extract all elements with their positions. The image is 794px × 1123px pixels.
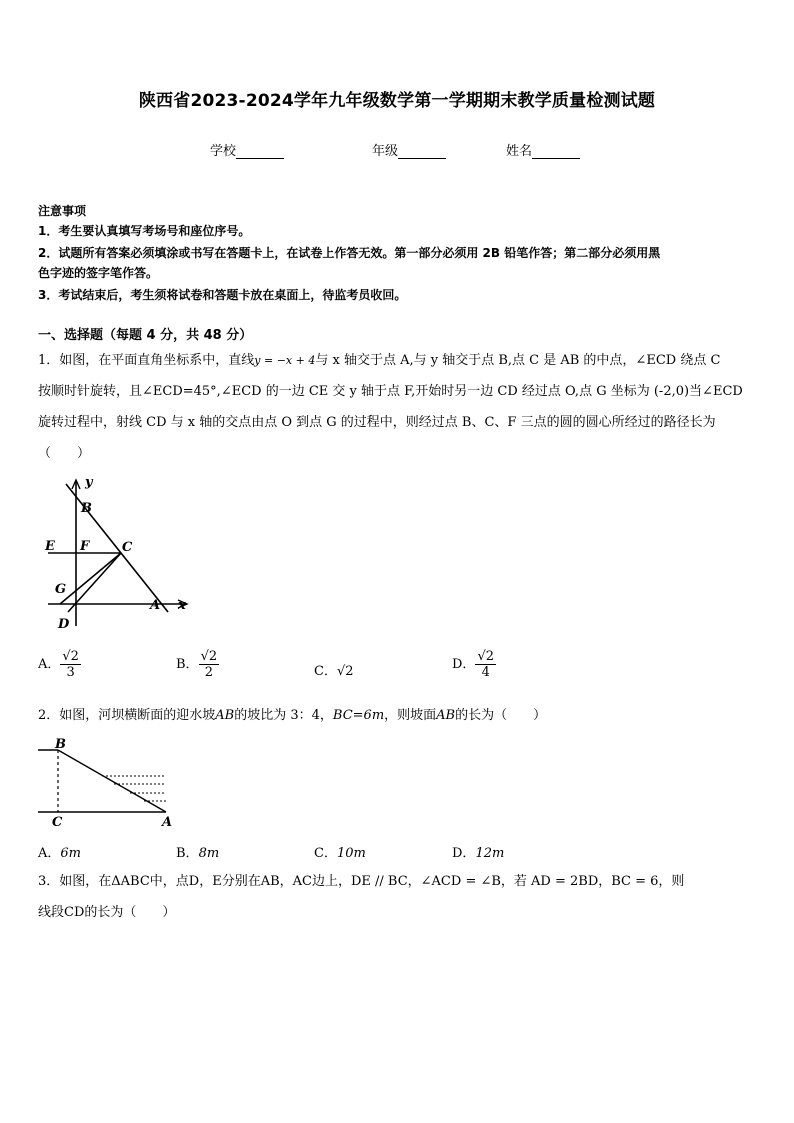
option-letter: C． bbox=[314, 846, 337, 861]
q3-line1: 3．如图，在ΔABC中，点D，E分别在AB，AC边上，DE // BC，∠ACD = ∠B，若 AD = 2BD，BC = 6，则 bbox=[38, 874, 685, 889]
option-letter: D． bbox=[452, 846, 476, 861]
school-label: 学校 bbox=[210, 144, 237, 159]
q3-line2: 线段CD的长为（ ） bbox=[38, 905, 176, 920]
label-d: D bbox=[58, 617, 70, 632]
grade-label: 年级 bbox=[372, 144, 399, 159]
fraction-denominator: 4 bbox=[481, 665, 490, 680]
q1-option-a[interactable] bbox=[38, 649, 81, 680]
q1-text: 与 x 轴交于点 A,与 y 轴交于点 B,点 C 是 AB 的中点，∠ECD 绕点 C bbox=[315, 353, 721, 368]
q1-option-d[interactable] bbox=[452, 649, 496, 680]
q1-line3: 旋转过程中，射线 CD 与 x 轴的交点由点 O 到点 G 的过程中，则经过点 B、C、F 三点的圆的圆心所经过的路径长为 bbox=[38, 415, 716, 430]
label-a: A bbox=[162, 815, 173, 830]
slope-ab bbox=[58, 750, 166, 812]
note-item: 2．试题所有答案必须填涂或书写在答题卡上，在试卷上作答无效。第一部分必须用 2B 铅笔作答；第二部分必须用黑 bbox=[38, 246, 661, 260]
school-field bbox=[210, 140, 284, 159]
school-blank[interactable] bbox=[236, 145, 284, 159]
option-letter: B． bbox=[176, 657, 199, 672]
label-a: A bbox=[150, 598, 161, 613]
q2-text bbox=[38, 706, 546, 726]
fraction bbox=[475, 649, 496, 680]
q1-line1 bbox=[38, 351, 720, 371]
page-title: 陕西省2023-2024学年九年级数学第一学期期末教学质量检测试题 bbox=[138, 91, 656, 111]
label-c: C bbox=[52, 815, 63, 830]
label-g: G bbox=[55, 582, 67, 597]
name-label: 姓名 bbox=[506, 144, 533, 159]
line-cg bbox=[60, 553, 121, 604]
q2-figure bbox=[38, 736, 178, 831]
grade-field bbox=[372, 140, 446, 159]
notes-heading: 注意事项 bbox=[38, 204, 87, 218]
grade-blank[interactable] bbox=[398, 145, 446, 159]
option-value: 10m bbox=[336, 846, 366, 861]
note-item: 1．考生要认真填写考场号和座位序号。 bbox=[38, 224, 251, 238]
fraction bbox=[199, 649, 220, 680]
q2-text-part: ，则坡面 bbox=[384, 708, 437, 723]
option-letter: A． bbox=[38, 846, 61, 861]
name-blank[interactable] bbox=[532, 145, 580, 159]
fraction-numerator: √2 bbox=[200, 649, 218, 664]
q2-option-b[interactable] bbox=[176, 842, 219, 861]
option-letter: B． bbox=[176, 846, 199, 861]
option-value: 8m bbox=[198, 846, 220, 861]
section-heading: 一、选择题（每题 4 分，共 48 分） bbox=[38, 328, 253, 343]
label-x: x bbox=[178, 598, 186, 613]
option-letter: D． bbox=[452, 657, 476, 672]
q2-option-d[interactable] bbox=[452, 842, 504, 861]
fraction-numerator: √2 bbox=[62, 649, 79, 664]
label-b: B bbox=[81, 501, 92, 516]
q1-line2: 按顺时针旋转，且∠ECD=45°,∠ECD 的一边 CE 交 y 轴于点 F,开始时另一边 CD 经过点 O,点 G 坐标为 (-2,0)当∠ECD bbox=[38, 384, 743, 399]
fraction bbox=[60, 649, 81, 680]
option-value: √2 bbox=[336, 664, 354, 679]
q2-text-part: 2．如图，河坝横断面的迎水坡 bbox=[38, 708, 216, 723]
note-item: 色字迹的签字笔作答。 bbox=[38, 266, 159, 280]
option-letter: C． bbox=[314, 664, 337, 679]
label-y: y bbox=[85, 475, 93, 490]
option-letter: A． bbox=[38, 657, 61, 672]
fraction-denominator: 2 bbox=[204, 665, 213, 680]
label-c: C bbox=[122, 540, 133, 555]
label-f: F bbox=[80, 539, 90, 554]
q2-text-part: 的坡比为 3：4， bbox=[234, 708, 333, 723]
q2-ab: AB bbox=[215, 708, 235, 723]
q1-paren: （ ） bbox=[38, 446, 91, 461]
q1-figure bbox=[38, 474, 198, 634]
q2-option-c[interactable] bbox=[314, 842, 366, 861]
label-e: E bbox=[45, 539, 55, 554]
q2-text-part: 的长为（ ） bbox=[455, 708, 547, 723]
option-value: 12m bbox=[475, 846, 505, 861]
q2-bc: BC=6m bbox=[332, 708, 385, 723]
q2-ab: AB bbox=[436, 708, 456, 723]
name-field bbox=[506, 140, 580, 159]
q1-option-c[interactable] bbox=[314, 660, 354, 679]
q2-option-a[interactable] bbox=[38, 842, 81, 861]
label-b: B bbox=[55, 737, 66, 752]
q1-option-b[interactable] bbox=[176, 649, 219, 680]
option-value: 6m bbox=[60, 846, 81, 861]
note-item: 3．考试结束后，考生须将试卷和答题卡放在桌面上，待监考员收回。 bbox=[38, 288, 407, 302]
fraction-denominator: 3 bbox=[66, 665, 75, 680]
q1-equation: y = −x + 4 bbox=[254, 354, 316, 367]
fraction-numerator: √2 bbox=[477, 649, 494, 664]
q1-text: 1．如图，在平面直角坐标系中，直线 bbox=[38, 353, 255, 368]
